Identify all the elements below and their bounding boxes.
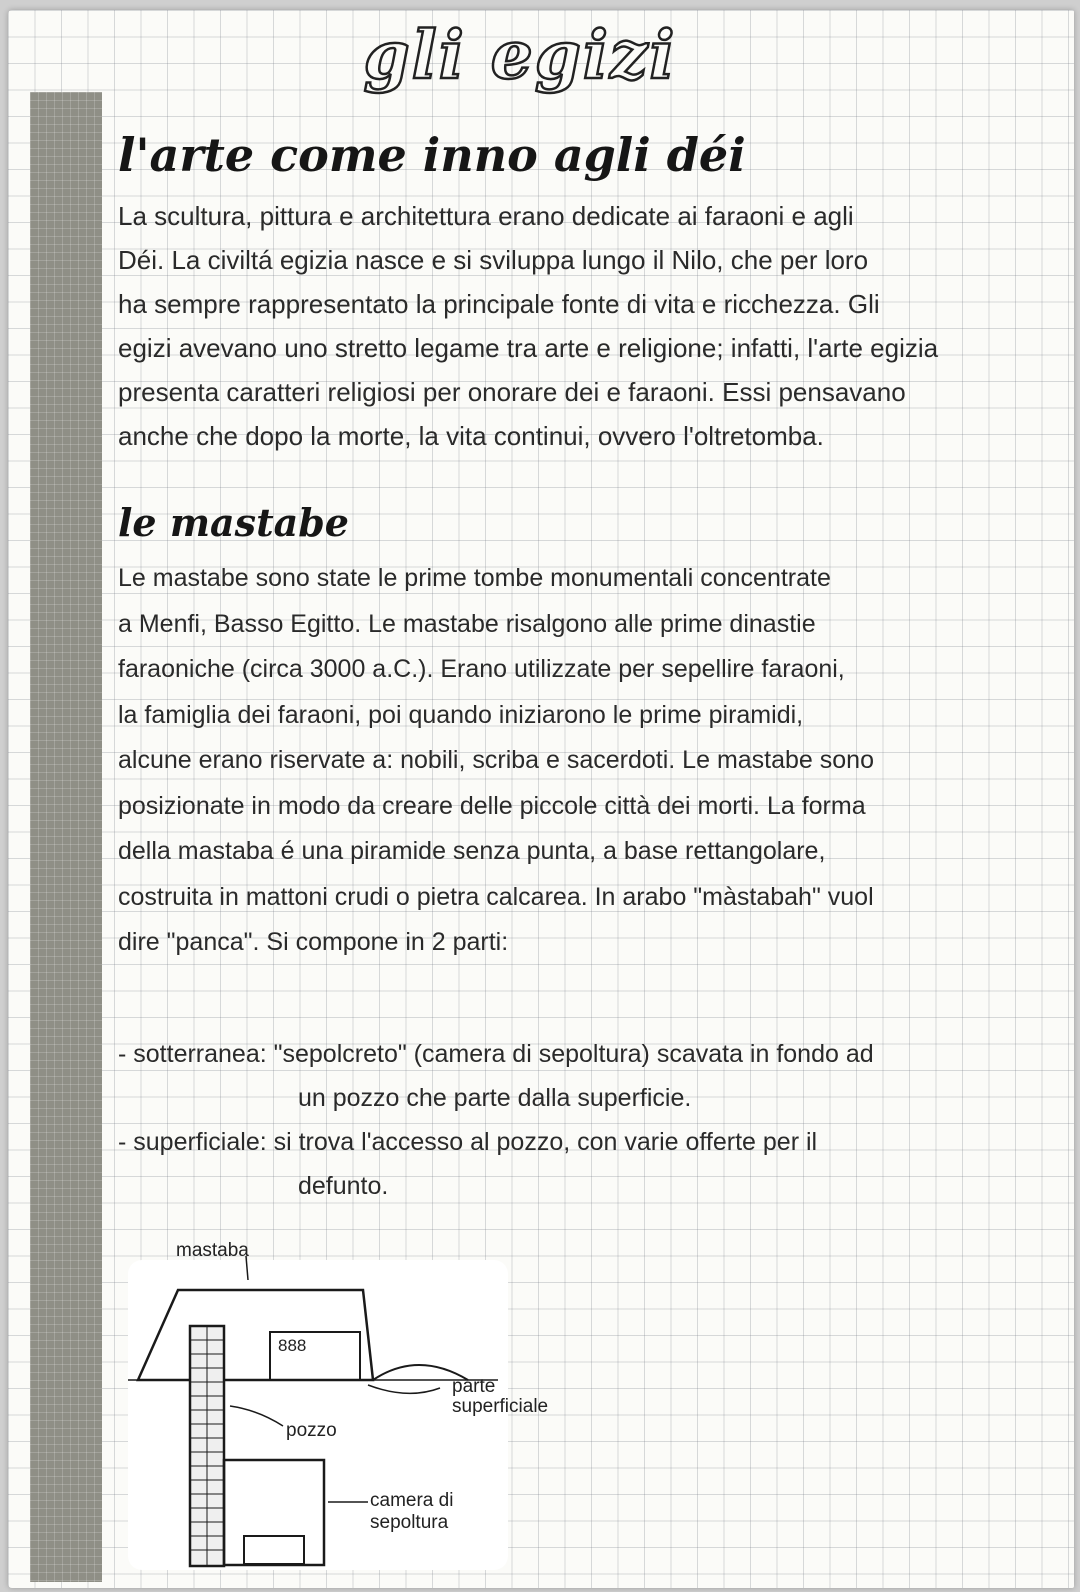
paragraph-line: posizionate in modo da creare delle piccole città dei morti. La forma bbox=[118, 791, 866, 820]
sticker-background bbox=[128, 1260, 508, 1570]
offering-glyphs: 888 bbox=[278, 1336, 307, 1355]
label-parte: parte bbox=[452, 1376, 496, 1397]
paragraph-line: Déi. La civiltá egizia nasce e si sviluppa lungo il Nilo, che per loro bbox=[118, 245, 869, 275]
list-item: - superficiale: si trova l'accesso al pozzo, con varie offerte per il bbox=[118, 1128, 818, 1156]
paragraph-line: egizi avevano uno stretto legame tra arte e religione; infatti, l'arte egizia bbox=[118, 333, 939, 363]
label-camera: camera di bbox=[370, 1490, 454, 1511]
list-item: - sotterranea: "sepolcreto" (camera di sepoltura) scavata in fondo ad bbox=[118, 1040, 874, 1068]
paragraph-line: a Menfi, Basso Egitto. Le mastabe risalgono alle prime dinastie bbox=[118, 609, 816, 638]
paragraph-mastabe bbox=[118, 556, 1048, 966]
paragraph-line: Le mastabe sono state le prime tombe monumentali concentrate bbox=[118, 564, 831, 592]
paragraph-line: presenta caratteri religiosi per onorare dei e faraoni. Essi pensavano bbox=[118, 377, 906, 407]
paragraph-art bbox=[118, 194, 1048, 458]
paragraph-line: La scultura, pittura e architettura erano dedicate ai faraoni e agli bbox=[118, 201, 854, 231]
label-mastaba: mastaba bbox=[176, 1240, 249, 1261]
paragraph-line: la famiglia dei faraoni, poi quando iniziarono le prime piramidi, bbox=[118, 700, 804, 729]
section-heading-mastabe: le mastabe bbox=[118, 500, 349, 545]
label-pozzo: pozzo bbox=[286, 1420, 337, 1441]
paragraph-line: anche che dopo la morte, la vita continui, ovvero l'oltretomba. bbox=[118, 421, 824, 451]
list-item-continuation: un pozzo che parte dalla superficie. bbox=[298, 1084, 692, 1112]
label-superficiale: superficiale bbox=[452, 1396, 549, 1417]
paragraph-line: costruita in mattoni crudi o pietra calcarea. In arabo "màstabah" vuol bbox=[118, 882, 874, 911]
page-title: gli egizi bbox=[363, 16, 677, 94]
paragraph-line: alcune erano riservate a: nobili, scriba e sacerdoti. Le mastabe sono bbox=[118, 746, 874, 774]
list-item-continuation: defunto. bbox=[298, 1172, 389, 1200]
paragraph-line: dire "panca". Si compone in 2 parti: bbox=[118, 928, 509, 956]
washi-tape bbox=[30, 92, 102, 1582]
paragraph-line: faraoniche (circa 3000 a.C.). Erano utilizzate per sepellire faraoni, bbox=[118, 655, 845, 683]
section-heading-art: l'arte come inno agli déi bbox=[118, 128, 746, 182]
label-sepoltura: sepoltura bbox=[370, 1512, 449, 1533]
paragraph-line: ha sempre rappresentato la principale fonte di vita e ricchezza. Gli bbox=[118, 289, 880, 319]
mastaba-diagram bbox=[118, 1240, 618, 1580]
parts-list bbox=[118, 1032, 1048, 1208]
paragraph-line: della mastaba é una piramide senza punta, a base rettangolare, bbox=[118, 837, 826, 865]
